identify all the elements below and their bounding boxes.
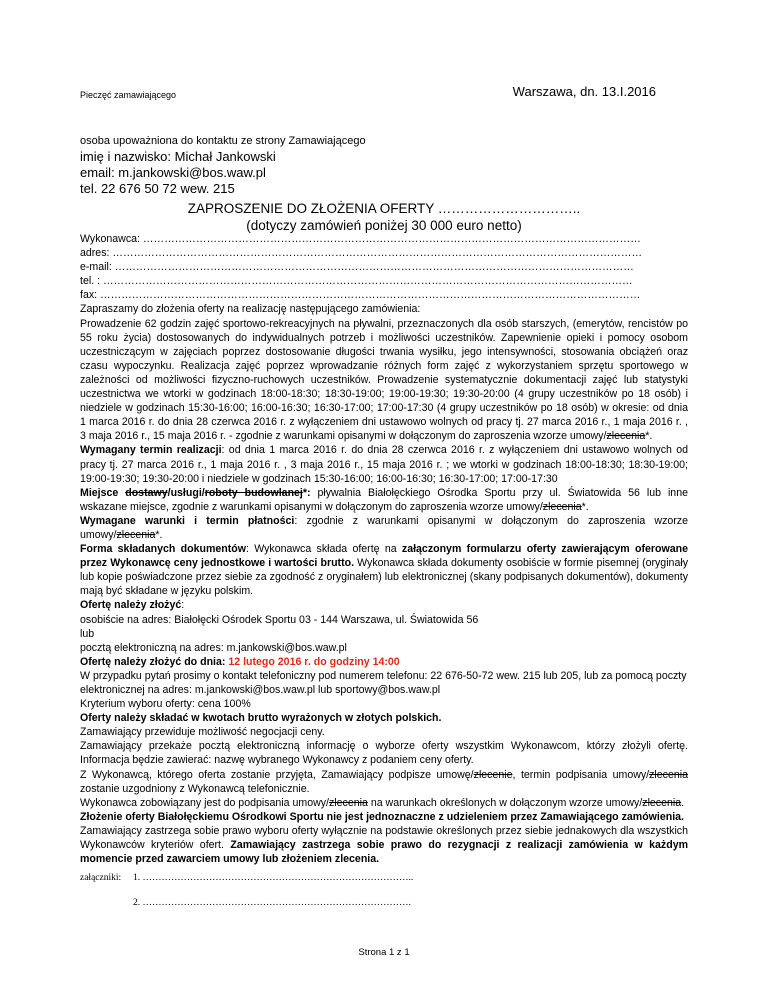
sign-text-3: zostanie uzgodniony z Wykonawcą telefonicznie. [80,782,310,795]
payment-label: Wymagane warunki i termin płatności [80,514,295,527]
reserve-text: Zamawiający zastrzega sobie prawo wyboru oferty wyłącznie na podstawie określonych przez siebie jednakowych dla wszystkich Wykonawców kryteriów ofert. [80,824,688,852]
field-contractor: Wykonawca: …………………………………………………………………………………………………………………………… [80,233,641,245]
criterion-text: Kryterium wyboru oferty: cena 100% [80,698,251,711]
deadline-label: Ofertę należy złożyć do dnia: [80,655,229,668]
documents-form-section [80,542,688,598]
invite-text: Zapraszamy do złożenia oferty na realizację następującego zamówienia: [80,303,421,316]
obligation-text-2: na warunkach określonych w dołączonym wzorze umowy/ [367,796,643,809]
deadline-value: 12 lutego 2016 r. do godziny 14:00 [228,655,400,668]
term-text: : od dnia 1 marca 2016 r. do dnia 28 czerwca 2016 r. z wyłączeniem dni ustawowo wolnych od pracy tj. 27 marca 2016 r., 1 maja 2016 r. , 3 maja 2016 r., 15 maja 2016 r. ; we wtorki w godzinach 18:00-18:30; 18:30-19:00; 19:00-19:30; 19:30-20:00 i niedziele w godzinach 15:30-16:00; 16:00-16:30; 16:30-17:00; 17:00-17:30 [80,444,689,485]
submit-label: Ofertę należy złożyć [80,599,182,612]
document-title [80,200,688,234]
contact-block [80,134,366,197]
documents-form-label: Forma składanych dokumentów [80,543,246,556]
submit-or: lub [80,627,95,640]
documents-form-text: : Wykonawca składa ofertę na [246,543,402,556]
colon: : [181,599,185,612]
contact-tel: tel. 22 676 50 72 wew. 215 [80,181,235,196]
period: . [681,796,685,809]
payment-section [80,514,688,542]
negotiation-text: Zamawiający przewiduje możliwość negocjacji ceny. [80,726,325,739]
title-line-2: (dotyczy zamówień poniżej 30 000 euro netto) [246,218,522,233]
struck-word: dostawy [125,486,168,499]
place-text: pływalnia Białołęckiego Ośrodka Sportu przy ul. Światowida 56 lub inne wskazane miejsce, zgodnie z warunkami opisanymi w dołączonym do zaproszenia wzorze umowy/ [80,486,688,513]
submit-personal: osobiście na adres: Białołęcki Ośrodek Sportu 03 - 144 Warszawa, ul. Światowida 56 [80,613,479,626]
stamp-label: Pieczęć zamawiającego [80,90,177,100]
asterisk: *. [155,528,163,541]
sign-section [80,768,688,796]
obligation-text: Wykonawca zobowiązany jest do podpisania umowy/ [80,796,329,809]
field-email: e-mail: ………………………………………………………………………………………………………………………………… [80,261,634,274]
struck-word: zlecenia [542,500,582,513]
attachment-item-1: 1. ………………………………………………………………………….. [133,873,414,883]
city-date: Warszawa, dn. 13.I.2016 [512,84,656,99]
deadline-section [80,655,688,669]
document-body [80,232,688,866]
field-fax: fax: ……………………………………………………………………………………………………………………………………… [80,289,641,302]
struck-word: zlecenie [473,768,513,781]
struck-word: zlecenia [649,768,688,781]
contact-name: imię i nazwisko: Michał Jankowski [80,149,276,164]
place-label-mid: /usługi/ [167,486,205,499]
documents-form-text-2: Wykonawca składa dokumenty osobiście w formie pisemnej (oryginały lub kopie poświadczone przez siebie za zgodność z oryginałem) lub elektronicznej (skany podpisanych dokumentów), dokumenty mają być składane w języku polskim. [80,557,688,598]
payment-text: : zgodnie z warunkami opisanymi w dołączonym do zaproszenia wzorze umowy/ [80,514,688,541]
term-section [80,443,688,485]
title-line-1: ZAPROSZENIE DO ZŁOŻENIA OFERTY ………………………….. [187,201,581,216]
obligation-section [80,796,688,810]
notify-text: Zamawiający przekaże pocztą elektroniczną informację o wyborze oferty wszystkim Wykonawcom, którzy złożyli ofertę. Informacja będzie zawierać: nazwę wybranego Wykonawcy z podaniem ceny oferty. [80,740,688,767]
sign-text-2: , termin podpisania umowy/ [512,768,650,781]
attachment-item-2: 2. …………………………………………………………………………. [133,898,411,908]
documents-form-bold: załączonym formularzu oferty zawierającym oferowane przez Wykonawcę ceny jednostkowe i wartości brutto. [80,543,688,570]
submit-section [80,598,688,612]
asterisk: *. [645,430,653,443]
struck-word: roboty budowlanej [204,486,303,499]
struck-word: zlecenia [606,430,646,443]
place-label: Miejsce [80,486,126,499]
asterisk: *. [581,500,589,513]
questions-text: W przypadku pytań prosimy o kontakt telefoniczny pod numerem telefonu: 22 676-50-72 wew. 215 lub 205, lub za pomocą poczty elektronicznej na adres: m.jankowski@bos.waw.pl lub sportowy@bos.waw.pl [80,669,687,696]
order-description-text: Prowadzenie 62 godzin zajęć sportowo-rekreacyjnych na pływalni, przeznaczonych dla osób starszych, (emerytów, rencistów po 55 roku życia) dostosowanych do indywidualnych potrzeb i możliwości uczestników. Zapewnienie opieki i pomocy osobom uczestniczącym w zajęciach poprzez dostosowanie długości trwania wysiłku, jego intensywności, stosowania obciążeń oraz czasu wypoczynku. Realizacja zajęć poprzez wprowadzanie różnych form zajęć z wykorzystaniem sprzętu sportowego w zależności od możliwości fizyczno-ruchowych uczestników. Prowadzenie systematycznie dokumentacji zajęć lub statystyki uczestnictwa we wtorki w godzinach 18:00-18:30; 18:30-19:00; 19:00-19:30; 19:30-20:00 (4 grupy uczestników po 18 osób) i niedziele w godzinach 15:30-16:00; 16:00-16:30; 16:30-17:00; 17:00-17:30 (4 grupy uczestników po 18 osób) w okresie: od dnia 1 marca 2016 r. do dnia 28 czerwca 2016 r. z wyłączeniem dni ustawowo wolnych od pracy tj. 27 marca 2016 r., 1 maja 2016 r. , 3 maja 2016 r., 15 maja 2016 r. - zgodnie z warunkami opisanymi w dołączonym do zaproszenia wzorze umowy/ [80,317,688,443]
place-section [80,486,688,514]
attachments-label: załączniki: [80,873,122,883]
struck-word: zlecenia [329,796,368,809]
term-label: Wymagany termin realizacji [80,444,222,457]
contact-email: email: m.jankowski@bos.waw.pl [80,165,266,180]
page-number: Strona 1 z 1 [358,947,410,958]
submit-email: pocztą elektroniczną na adres: m.jankowski@bos.waw.pl [80,641,347,654]
struck-word: zlecenia [642,796,682,809]
reserve-bold: Zamawiający zastrzega sobie prawo do rezygnacji z realizacji zamówienia w każdym momencie przed zawarciem umowy lub złożeniem zlecenia. [80,839,689,866]
reserve-section [80,824,688,866]
struck-word: zlecenia [116,528,156,541]
nonbinding-text: Złożenie oferty Białołęckiemu Ośrodkowi Sportu nie jest jednoznaczne z udzieleniem przez Zamawiającego zamówienia. [80,810,684,823]
contact-intro: osoba upoważniona do kontaktu ze strony Zamawiającego [80,135,366,147]
gross-text: Oferty należy składać w kwotach brutto wyrażonych w złotych polskich. [80,712,442,725]
sign-text: Z Wykonawcą, którego oferta zostanie przyjęta, Zamawiający podpisze umowę/ [80,768,474,781]
field-address: adres: …………………………………………………………………………………………………………………………………… [80,247,643,260]
order-description [80,317,688,444]
place-label-end: *: [302,486,311,499]
field-tel: tel. : …………………………………………………………………………………………………………………………………… [80,275,633,288]
